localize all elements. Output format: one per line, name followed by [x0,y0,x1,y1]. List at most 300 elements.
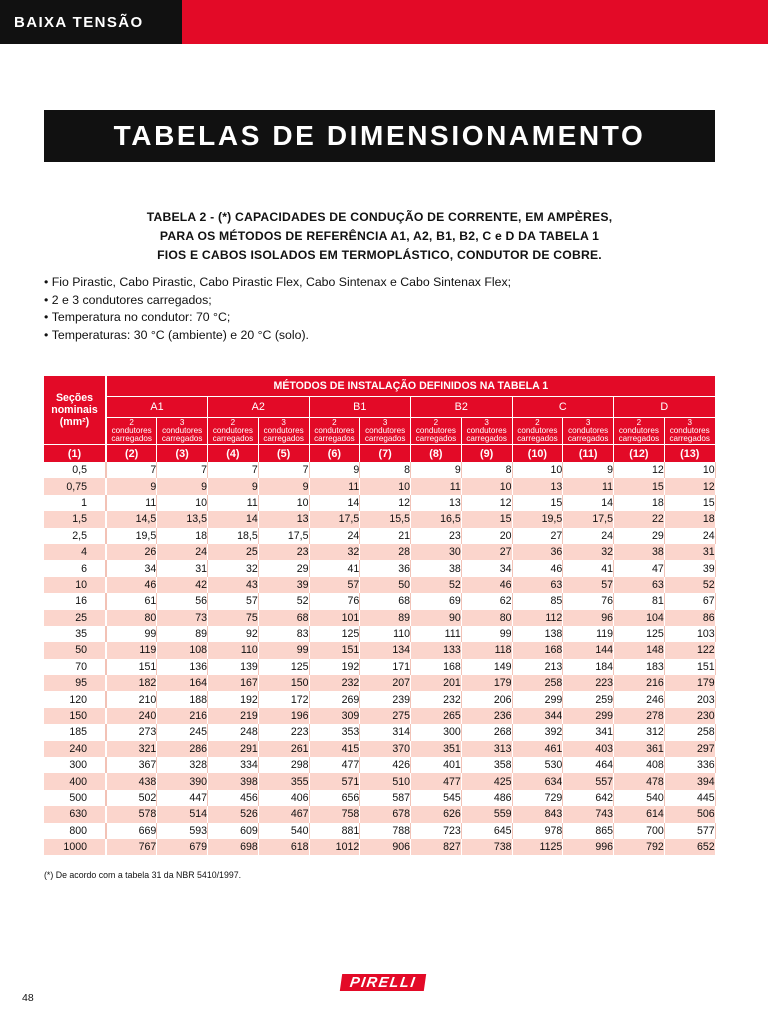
capacity-cell: 9 [157,478,208,494]
table-row [44,593,715,609]
section-cell: 185 [44,724,106,740]
capacity-cell: 171 [360,659,411,675]
capacity-cell: 179 [461,675,512,691]
capacity-cell: 18 [664,511,715,527]
capacity-cell: 75 [208,610,259,626]
capacity-cell: 10 [360,478,411,494]
section-cell: 95 [44,675,106,691]
capacity-cell: 27 [461,544,512,560]
capacity-cell: 10 [157,495,208,511]
table-title-line: TABELA 2 - (*) CAPACIDADES DE CONDUÇÃO DE CORRENTE, EM AMPÈRES, [146,210,613,224]
capacity-cell: 99 [258,642,309,658]
capacity-cell: 843 [512,806,563,822]
capacity-cell: 634 [512,773,563,789]
capacity-cell: 618 [258,839,309,855]
capacity-cell: 167 [208,675,259,691]
table-row [44,642,715,658]
capacity-cell: 232 [309,675,360,691]
condition-item: • Temperatura no condutor: 70 °C; [44,309,715,327]
capacity-cell: 358 [461,757,512,773]
capacity-cell: 275 [360,708,411,724]
capacity-cell: 406 [258,790,309,806]
capacity-cell: 24 [563,528,614,544]
capacity-cell: 11 [106,495,157,511]
capacity-cell: 425 [461,773,512,789]
section-cell: 0,5 [44,462,106,478]
capacity-cell: 269 [309,691,360,707]
capacity-cell: 27 [512,528,563,544]
capacity-cell: 112 [512,610,563,626]
capacity-cell: 125 [258,659,309,675]
capacity-cell: 865 [563,823,614,839]
column-number: (6) [309,445,360,463]
capacity-cell: 90 [411,610,462,626]
column-number-row [44,445,715,463]
capacity-cell: 151 [309,642,360,658]
capacity-cell: 299 [512,691,563,707]
top-bar [0,0,768,44]
conductor-count-header: 3 condutores carregados [360,418,411,445]
capacity-cell: 978 [512,823,563,839]
capacity-cell: 334 [208,757,259,773]
capacity-cell: 23 [258,544,309,560]
capacity-cell: 184 [563,659,614,675]
capacity-cell: 881 [309,823,360,839]
capacity-cell: 76 [309,593,360,609]
section-cell: 25 [44,610,106,626]
section-cell: 16 [44,593,106,609]
capacity-cell: 313 [461,741,512,757]
capacity-cell: 743 [563,806,614,822]
capacity-cell: 99 [106,626,157,642]
section-cell: 0,75 [44,478,106,494]
capacity-cell: 179 [664,675,715,691]
capacity-cell: 38 [614,544,665,560]
table-row [44,560,715,576]
capacity-cell: 46 [106,577,157,593]
capacity-cell: 151 [106,659,157,675]
capacity-cell: 18,5 [208,528,259,544]
capacity-cell: 10 [461,478,512,494]
capacity-cell: 28 [360,544,411,560]
capacity-cell: 15 [461,511,512,527]
condition-item: • Temperaturas: 30 °C (ambiente) e 20 °C (solo). [44,327,715,345]
capacity-cell: 7 [106,462,157,478]
section-cell: 120 [44,691,106,707]
capacity-cell: 219 [208,708,259,724]
capacity-cell: 11 [208,495,259,511]
section-cell: 240 [44,741,106,757]
capacity-cell: 86 [664,610,715,626]
capacity-cell: 390 [157,773,208,789]
capacity-cell: 401 [411,757,462,773]
capacity-cell: 10 [512,462,563,478]
capacity-cell: 12 [664,478,715,494]
table-row [44,741,715,757]
capacity-cell: 626 [411,806,462,822]
section-header-line: Seções [55,392,94,404]
conductor-count-header: 3 condutores carregados [461,418,512,445]
capacity-cell: 461 [512,741,563,757]
capacity-cell: 164 [157,675,208,691]
capacity-cell: 18 [614,495,665,511]
conductor-count-header: 2 condutores carregados [411,418,462,445]
capacity-cell: 273 [106,724,157,740]
capacity-cell: 361 [614,741,665,757]
capacity-cell: 291 [208,741,259,757]
method-header: C [512,397,614,418]
capacity-cell: 32 [563,544,614,560]
capacity-cell: 456 [208,790,259,806]
capacity-cell: 14 [309,495,360,511]
capacity-cell: 133 [411,642,462,658]
capacity-cell: 57 [309,577,360,593]
column-number: (12) [614,445,665,463]
section-cell: 1000 [44,839,106,855]
capacity-cell: 344 [512,708,563,724]
capacity-cell: 232 [411,691,462,707]
capacity-cell: 43 [208,577,259,593]
capacity-cell: 38 [411,560,462,576]
capacity-cell: 188 [157,691,208,707]
capacity-cell: 56 [157,593,208,609]
capacity-cell: 259 [563,691,614,707]
conductor-count-header: 3 condutores carregados [157,418,208,445]
section-label: BAIXA TENSÃO [0,0,182,44]
capacity-cell: 149 [461,659,512,675]
capacity-cell: 13,5 [157,511,208,527]
capacity-cell: 906 [360,839,411,855]
capacity-cell: 557 [563,773,614,789]
capacity-cell: 1012 [309,839,360,855]
capacity-cell: 192 [309,659,360,675]
capacity-cell: 23 [411,528,462,544]
capacity-cell: 236 [461,708,512,724]
capacity-cell: 68 [360,593,411,609]
conditions-list [44,274,715,344]
table-row [44,691,715,707]
capacity-cell: 22 [614,511,665,527]
column-number: (3) [157,445,208,463]
capacity-cell: 36 [360,560,411,576]
condition-item: • 2 e 3 condutores carregados; [44,292,715,310]
capacity-cell: 125 [309,626,360,642]
capacity-cell: 230 [664,708,715,724]
column-number: (5) [258,445,309,463]
capacity-cell: 394 [664,773,715,789]
capacity-cell: 652 [664,839,715,855]
section-header-line: nominais [51,404,98,416]
capacity-cell: 370 [360,741,411,757]
table-row [44,511,715,527]
table-row [44,495,715,511]
capacity-cell: 328 [157,757,208,773]
section-cell: 6 [44,560,106,576]
capacity-cell: 85 [512,593,563,609]
capacity-cell: 30 [411,544,462,560]
capacity-cell: 36 [512,544,563,560]
capacity-cell: 9 [411,462,462,478]
capacity-cell: 258 [512,675,563,691]
capacity-cell: 403 [563,741,614,757]
capacity-cell: 76 [563,593,614,609]
capacity-cell: 506 [664,806,715,822]
capacity-cell: 11 [309,478,360,494]
capacity-cell: 206 [461,691,512,707]
section-cell: 150 [44,708,106,724]
capacity-cell: 150 [258,675,309,691]
capacity-cell: 7 [258,462,309,478]
capacity-cell: 25 [208,544,259,560]
capacity-cell: 24 [664,528,715,544]
capacity-cell: 125 [614,626,665,642]
capacity-cell: 21 [360,528,411,544]
condition-item: • Fio Pirastic, Cabo Pirastic, Cabo Pirastic Flex, Cabo Sintenax e Cabo Sintenax Flex; [44,274,715,292]
capacity-cell: 10 [664,462,715,478]
capacity-cell: 996 [563,839,614,855]
capacity-cell: 486 [461,790,512,806]
capacity-cell: 723 [411,823,462,839]
capacity-cell: 300 [411,724,462,740]
conductor-count-header: 2 condutores carregados [106,418,157,445]
capacity-cell: 246 [614,691,665,707]
table-row [44,773,715,789]
column-number: (8) [411,445,462,463]
capacity-cell: 168 [512,642,563,658]
capacity-cell: 223 [563,675,614,691]
section-cell: 800 [44,823,106,839]
capacity-cell: 438 [106,773,157,789]
capacity-cell: 426 [360,757,411,773]
capacity-cell: 587 [360,790,411,806]
capacity-cell: 203 [664,691,715,707]
capacity-cell: 12 [360,495,411,511]
capacity-cell: 268 [461,724,512,740]
column-number: (4) [208,445,259,463]
conductor-count-header: 3 condutores carregados [563,418,614,445]
capacity-cell: 223 [258,724,309,740]
capacity-cell: 642 [563,790,614,806]
table-row [44,610,715,626]
capacity-cell: 68 [258,610,309,626]
capacity-cell: 278 [614,708,665,724]
table-row [44,626,715,642]
capacity-cell: 1125 [512,839,563,855]
capacity-cell: 201 [411,675,462,691]
capacity-cell: 321 [106,741,157,757]
capacity-cell: 645 [461,823,512,839]
capacity-cell: 57 [563,577,614,593]
capacity-cell: 20 [461,528,512,544]
table-row [44,577,715,593]
capacity-cell: 14,5 [106,511,157,527]
capacity-cell: 593 [157,823,208,839]
capacity-cell: 213 [512,659,563,675]
capacity-cell: 7 [157,462,208,478]
capacity-cell: 614 [614,806,665,822]
capacity-cell: 13 [512,478,563,494]
capacity-cell: 101 [309,610,360,626]
capacity-cell: 52 [258,593,309,609]
table-row [44,790,715,806]
capacity-cell: 477 [309,757,360,773]
capacity-cell: 62 [461,593,512,609]
capacity-cell: 312 [614,724,665,740]
capacity-cell: 32 [208,560,259,576]
capacity-cell: 698 [208,839,259,855]
section-cell: 300 [44,757,106,773]
capacity-cell: 577 [664,823,715,839]
capacity-cell: 656 [309,790,360,806]
method-header: A1 [106,397,208,418]
capacity-cell: 118 [461,642,512,658]
conductor-count-header: 3 condutores carregados [664,418,715,445]
capacity-cell: 139 [208,659,259,675]
capacity-cell: 14 [563,495,614,511]
capacity-cell: 134 [360,642,411,658]
capacity-cell: 29 [258,560,309,576]
capacity-cell: 216 [614,675,665,691]
capacity-cell: 245 [157,724,208,740]
capacity-cell: 18 [157,528,208,544]
capacity-cell: 478 [614,773,665,789]
capacity-cell: 89 [360,610,411,626]
capacity-cell: 239 [360,691,411,707]
capacity-cell: 136 [157,659,208,675]
capacity-cell: 8 [461,462,512,478]
capacity-cell: 12 [614,462,665,478]
capacity-cell: 827 [411,839,462,855]
capacity-cell: 341 [563,724,614,740]
capacity-cell: 767 [106,839,157,855]
capacity-cell: 196 [258,708,309,724]
table-title-line: FIOS E CABOS ISOLADOS EM TERMOPLÁSTICO, CONDUTOR DE COBRE. [157,248,602,262]
capacity-table [44,376,716,855]
capacity-cell: 13 [258,511,309,527]
conductor-count-header: 2 condutores carregados [614,418,665,445]
capacity-cell: 540 [614,790,665,806]
capacity-cell: 445 [664,790,715,806]
section-cell: 10 [44,577,106,593]
capacity-cell: 9 [258,478,309,494]
capacity-cell: 571 [309,773,360,789]
capacity-cell: 73 [157,610,208,626]
capacity-cell: 351 [411,741,462,757]
capacity-cell: 299 [563,708,614,724]
capacity-cell: 464 [563,757,614,773]
section-cell: 4 [44,544,106,560]
section-cell: 630 [44,806,106,822]
section-cell: 50 [44,642,106,658]
capacity-cell: 47 [614,560,665,576]
capacity-cell: 41 [309,560,360,576]
capacity-cell: 210 [106,691,157,707]
column-number: (2) [106,445,157,463]
capacity-cell: 679 [157,839,208,855]
footnote: (*) De acordo com a tabela 31 da NBR 5410/1997. [44,870,242,880]
page-title: TABELAS DE DIMENSIONAMENTO [44,110,715,162]
capacity-cell: 467 [258,806,309,822]
table-title-line: PARA OS MÉTODOS DE REFERÊNCIA A1, A2, B1, B2, C e D DA TABELA 1 [159,229,600,243]
column-number: (10) [512,445,563,463]
capacity-cell: 398 [208,773,259,789]
capacity-cell: 9 [563,462,614,478]
capacity-cell: 9 [309,462,360,478]
capacity-cell: 89 [157,626,208,642]
capacity-cell: 788 [360,823,411,839]
capacity-cell: 108 [157,642,208,658]
capacity-cell: 19,5 [106,528,157,544]
capacity-cell: 15 [512,495,563,511]
capacity-cell: 408 [614,757,665,773]
capacity-cell: 92 [208,626,259,642]
section-cell: 2,5 [44,528,106,544]
capacity-cell: 738 [461,839,512,855]
capacity-cell: 514 [157,806,208,822]
conductor-count-header: 2 condutores carregados [309,418,360,445]
capacity-cell: 314 [360,724,411,740]
capacity-cell: 24 [309,528,360,544]
capacity-cell: 530 [512,757,563,773]
capacity-cell: 261 [258,741,309,757]
capacity-cell: 34 [461,560,512,576]
capacity-cell: 392 [512,724,563,740]
capacity-cell: 104 [614,610,665,626]
methods-header: MÉTODOS DE INSTALAÇÃO DEFINIDOS NA TABELA 1 [106,376,715,397]
capacity-cell: 46 [461,577,512,593]
table-row [44,708,715,724]
table-row [44,724,715,740]
capacity-cell: 207 [360,675,411,691]
column-number: (1) [44,445,106,463]
capacity-cell: 52 [411,577,462,593]
capacity-cell: 67 [664,593,715,609]
capacity-cell: 240 [106,708,157,724]
capacity-cell: 297 [664,741,715,757]
capacity-cell: 792 [614,839,665,855]
capacity-cell: 286 [157,741,208,757]
section-cell: 70 [44,659,106,675]
capacity-cell: 16,5 [411,511,462,527]
capacity-cell: 415 [309,741,360,757]
capacity-cell: 63 [512,577,563,593]
method-header: D [614,397,716,418]
table-row [44,806,715,822]
capacity-cell: 81 [614,593,665,609]
capacity-cell: 99 [461,626,512,642]
table-row [44,544,715,560]
method-header: B2 [411,397,513,418]
capacity-cell: 39 [664,560,715,576]
section-cell: 400 [44,773,106,789]
capacity-cell: 83 [258,626,309,642]
capacity-cell: 510 [360,773,411,789]
capacity-cell: 578 [106,806,157,822]
capacity-cell: 216 [157,708,208,724]
section-cell: 1 [44,495,106,511]
capacity-cell: 42 [157,577,208,593]
capacity-cell: 31 [664,544,715,560]
capacity-cell: 119 [563,626,614,642]
capacity-cell: 29 [614,528,665,544]
capacity-cell: 12 [461,495,512,511]
capacity-cell: 353 [309,724,360,740]
capacity-cell: 19,5 [512,511,563,527]
capacity-cell: 110 [208,642,259,658]
capacity-cell: 144 [563,642,614,658]
capacity-cell: 13 [411,495,462,511]
section-cell: 500 [44,790,106,806]
